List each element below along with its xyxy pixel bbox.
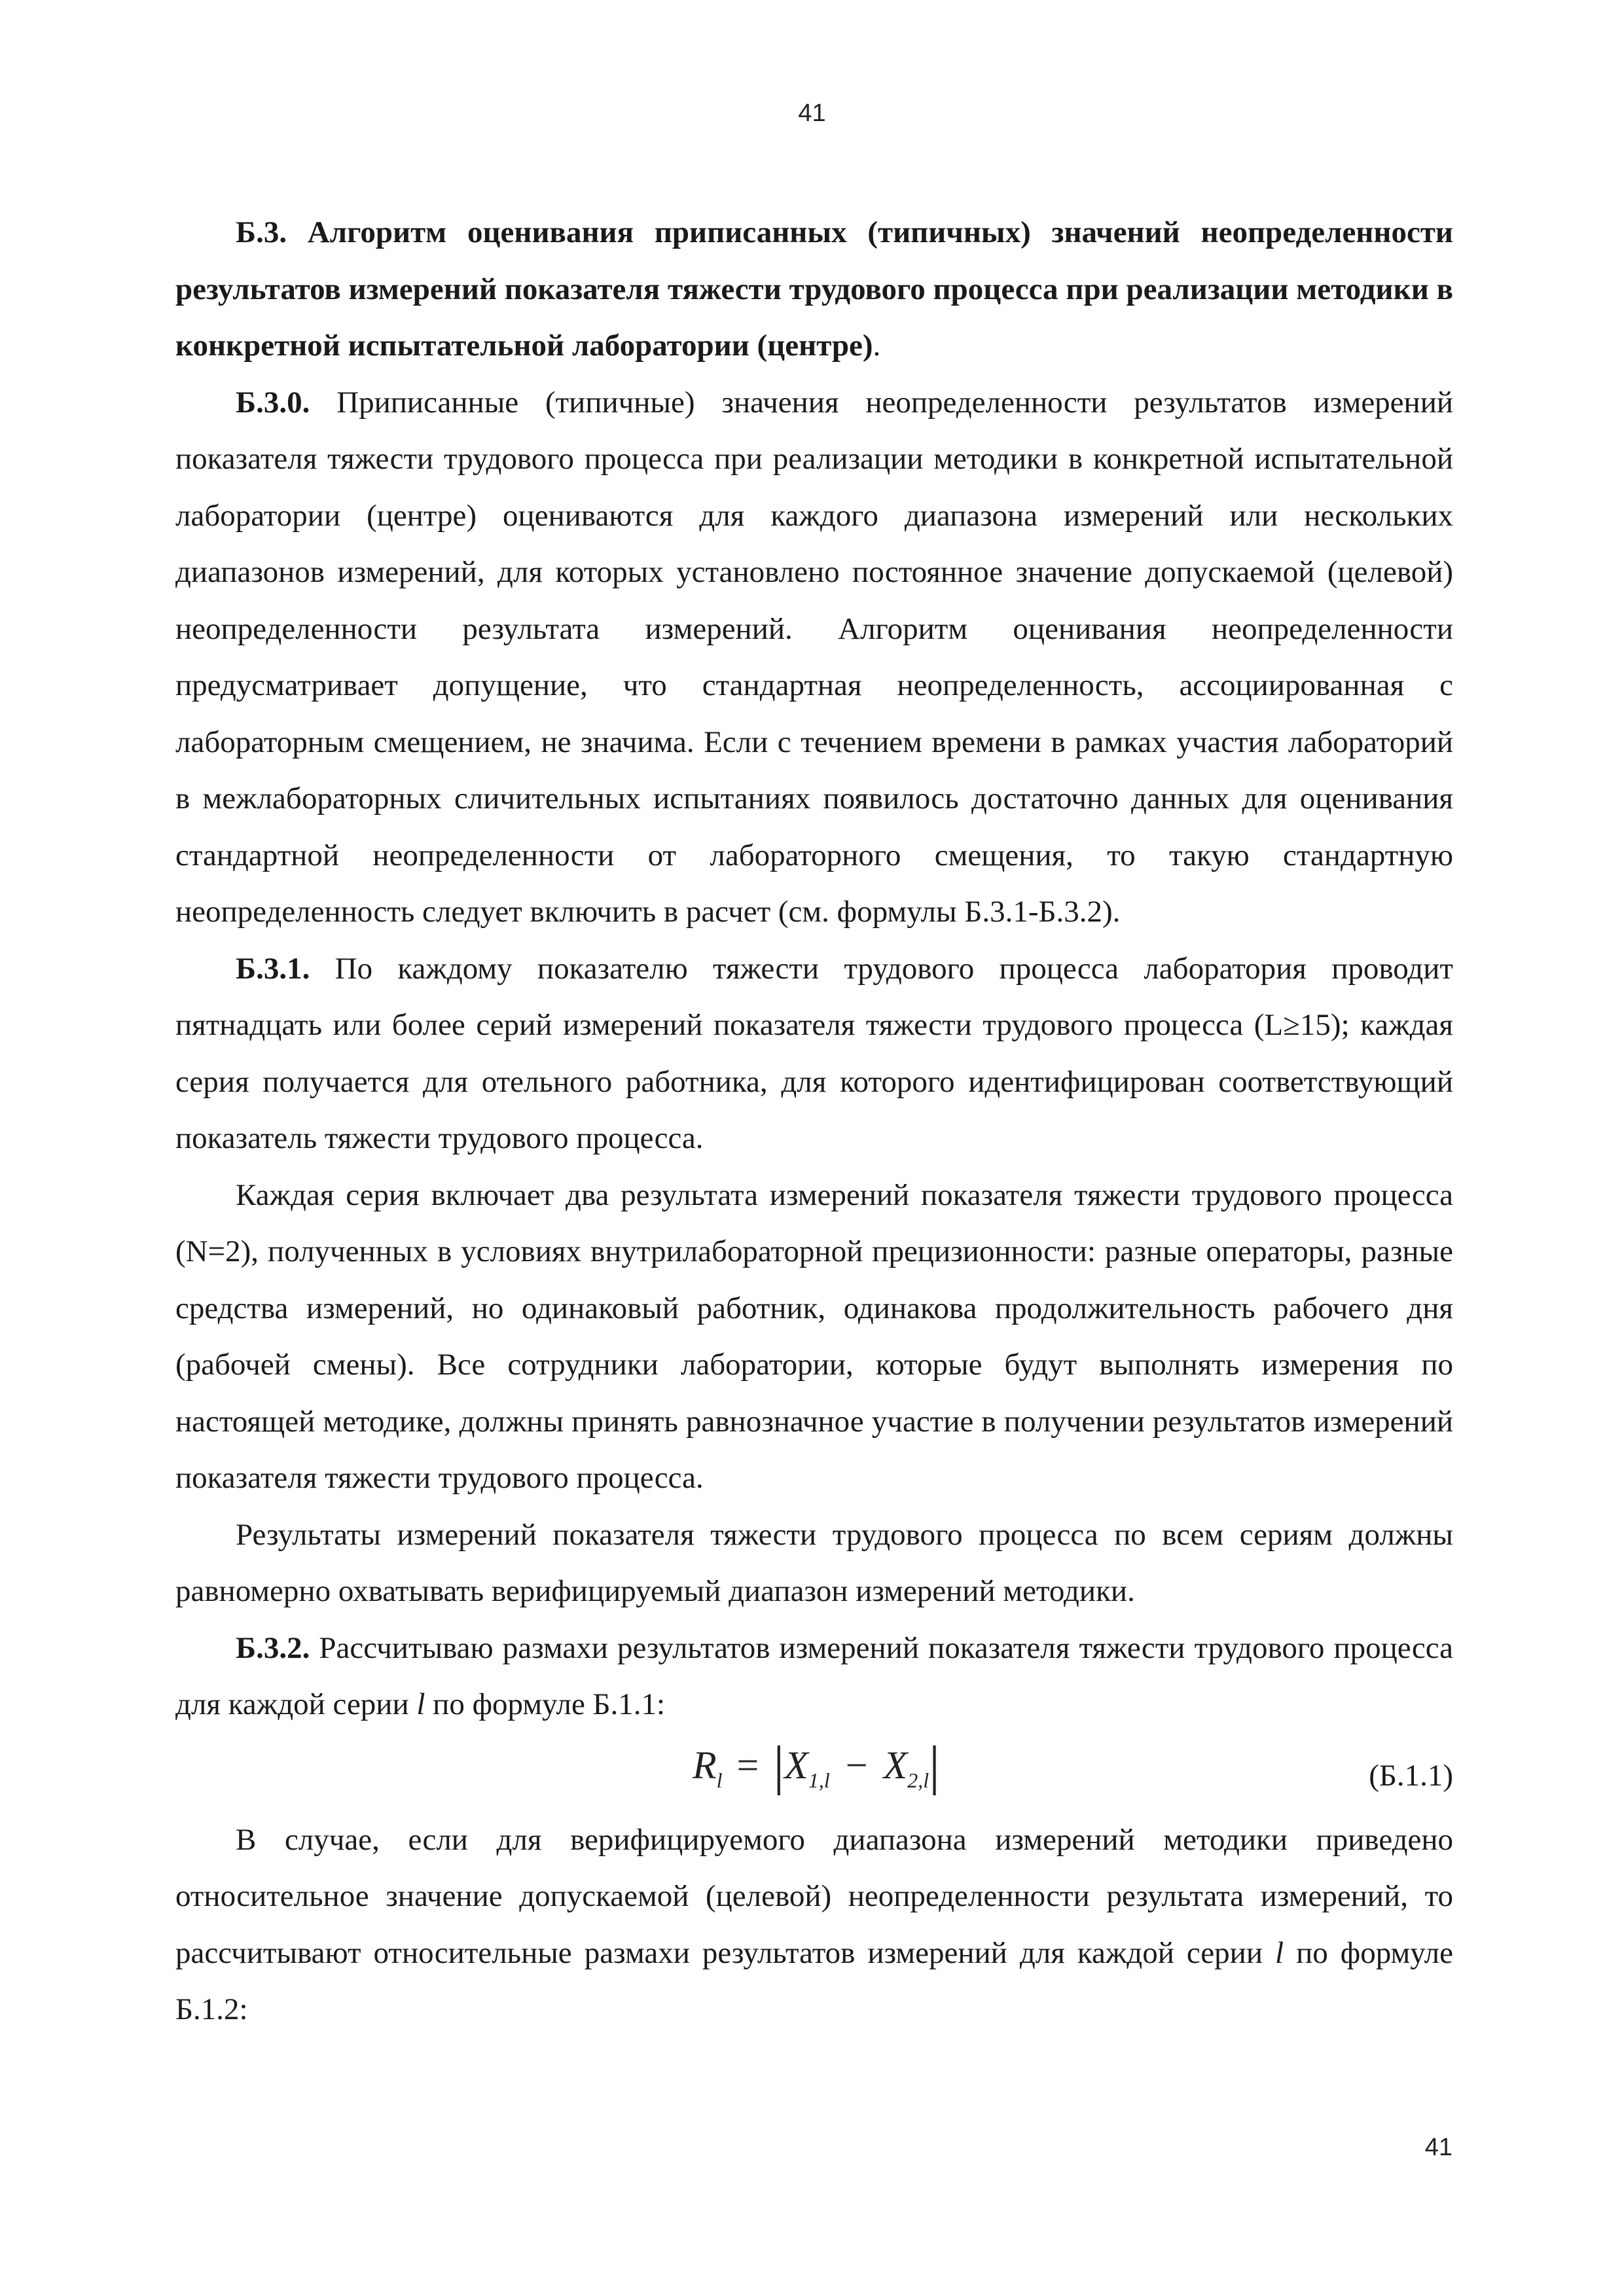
document-body: [175, 204, 1453, 2038]
formula-minus: −: [845, 1743, 868, 1787]
variable-l: l: [416, 1687, 425, 1721]
formula-lhs: R: [693, 1743, 717, 1787]
formula-b11: [175, 1733, 1453, 1812]
page-number-top: 41: [798, 99, 826, 127]
formula-expression: [693, 1734, 940, 1809]
page-number-bottom: 41: [1424, 2134, 1453, 2161]
paragraph-relative-text-a: В случае, если для верифицируемого диапазона измерений методики приведено относительное значение допускаемой (целевой) неопределенности результата измерений, то рассчитывают относительные размахи результатов измерений для каждой серии: [175, 1822, 1453, 1970]
formula-x2-sub: 2,l: [907, 1768, 929, 1792]
paragraph-b31-text: По каждому показателю тяжести трудового процесса лаборатория проводит пятнадцать или более серий измерений показателя тяжести трудового процесса (L≥15); каждая серия получается для отельного работника, для которого идентифицирован соответствующий показатель тяжести трудового процесса.: [175, 951, 1453, 1155]
clause-label-b30: Б.3.0.: [236, 385, 310, 420]
paragraph-b30: [175, 374, 1453, 941]
paragraph-b30-text: Приписанные (типичные) значения неопределенности результатов измерений показателя тяжести трудового процесса при реализации методики в конкретной испытательной лаборатории (центре) оцениваются для каждого диапазона измерений или нескольких диапазонов измерений, для которых установлено постоянное значение допускаемой (целевой) неопределенности результата измерений. Алгоритм оценивания неопределенности предусматривает допущение, что стандартная неопределенность, ассоциированная с лабораторным смещением, не значима. Если с течением времени в рамках участия лабораторий в межлабораторных сличительных испытаниях появилось достаточно данных для оценивания стандартной неопределенности от лабораторного смещения, то такую стандартную неопределенность следует включить в расчет (см. формулы Б.3.1-Б.3.2).: [175, 385, 1453, 929]
paragraph-relative: [175, 1812, 1453, 2038]
formula-equals: =: [736, 1743, 759, 1787]
formula-x2: X: [883, 1743, 908, 1787]
clause-label-b31: Б.3.1.: [236, 951, 310, 986]
formula-x1: X: [784, 1743, 808, 1787]
paragraph-b32: [175, 1620, 1453, 1733]
paragraph-b32-text-a: Рассчитываю размахи результатов измерений показателя тяжести трудового процесса для каждой серии: [175, 1630, 1453, 1721]
formula-abs-left: |: [773, 1734, 785, 1796]
paragraph-b31: [175, 941, 1453, 1167]
formula-abs-right: |: [929, 1734, 940, 1796]
formula-x1-sub: 1,l: [808, 1768, 830, 1792]
section-heading: [175, 204, 1453, 374]
formula-lhs-sub: l: [716, 1768, 723, 1792]
variable-l-2: l: [1275, 1935, 1284, 1970]
paragraph-b32-text-b: по формуле Б.1.1:: [425, 1687, 666, 1721]
section-heading-text: Б.3. Алгоритм оценивания приписанных (типичных) значений неопределенности результатов измерений показателя тяжести трудового процесса при реализации методики в конкретной испытательной лаборатории (центре): [175, 215, 1453, 363]
clause-label-b32: Б.3.2.: [236, 1630, 310, 1665]
section-heading-end: .: [873, 329, 881, 363]
paragraph-range: Результаты измерений показателя тяжести трудового процесса по всем сериям должны равномерно охватывать верифицируемый диапазон измерений методики.: [175, 1517, 1453, 1608]
paragraph-relative-text-b: по формуле Б.1.2:: [175, 1935, 1453, 2026]
paragraph-series: Каждая серия включает два результата измерений показателя тяжести трудового процесса (N=2), полученных в условиях внутрилабораторной прецизионности: разные операторы, разные средства измерений, но одинаковый работник, одинакова продолжительность рабочего дня (рабочей смены). Все сотрудники лаборатории, которые будут выполнять измерения по настоящей методике, должны принять равнозначное участие в получении результатов измерений показателя тяжести трудового процесса.: [175, 1177, 1453, 1495]
formula-label: (Б.1.1): [1369, 1758, 1453, 1793]
